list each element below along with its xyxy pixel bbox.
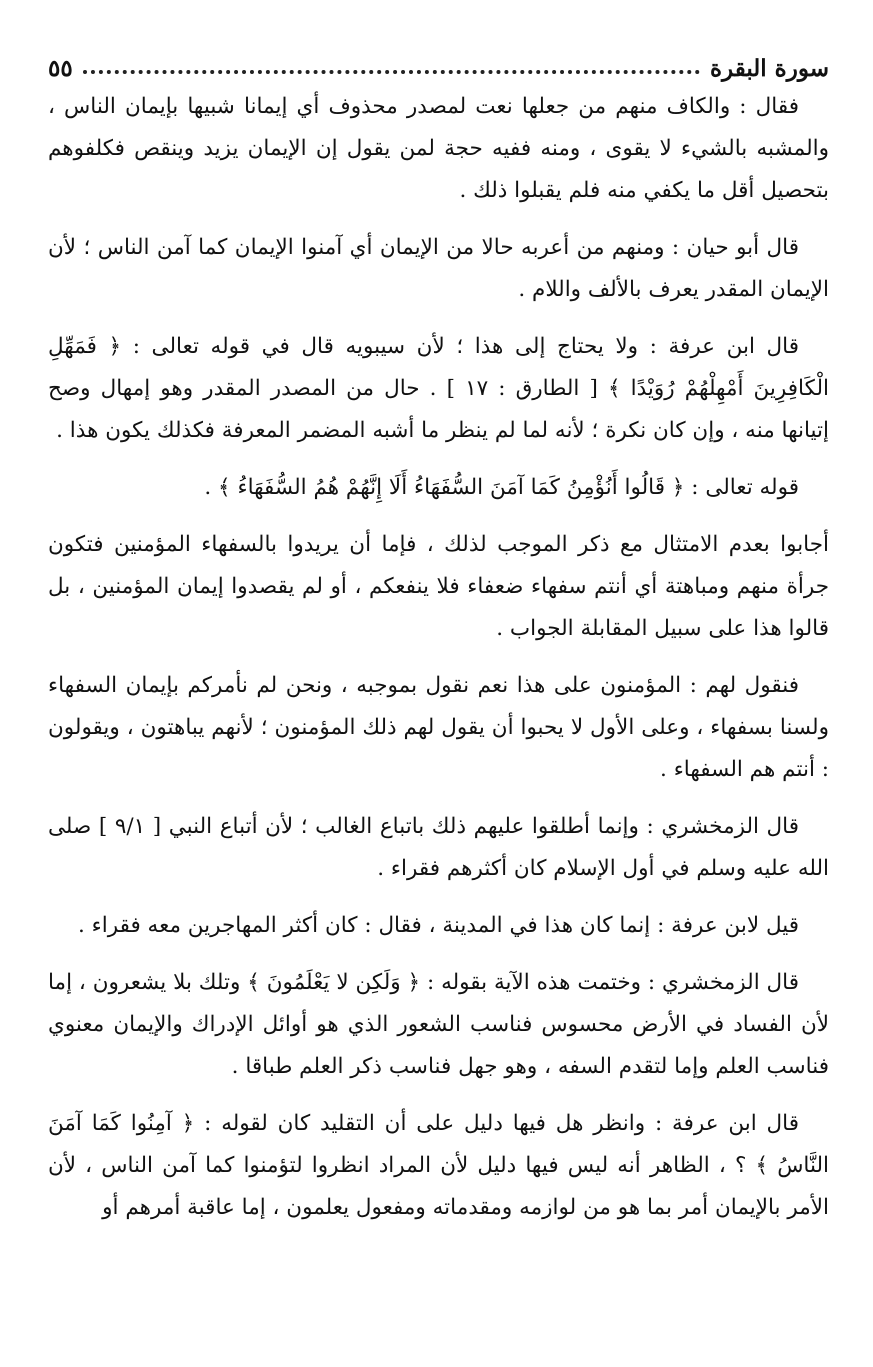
paragraph-9: قال الزمخشري : وختمت هذه الآية بقوله : ﴿ وَلَكِن لا يَعْلَمُونَ ﴾ وتلك بلا يشعرون ، إما لأن الفساد في الأرض محسوس فناسب الشعور الذي هو أوائل الإدراك والإيمان معنوي فناسب العلم وإما لتقدم السفه ، وهو جهل فناسب ذكر العلم طباقا . [48,970,829,1079]
page-number: ٥٥ [48,55,73,82]
paragraph-7: قال الزمخشري : وإنما أطلقوا عليهم ذلك باتباع الغالب ؛ لأن أتباع النبي [ ٩/١ ] صلى الله عليه وسلم في أول الإسلام كان أكثرهم فقراء . [48,814,829,881]
running-header [48,44,829,80]
paragraph-10: قال ابن عرفة : وانظر هل فيها دليل على أن التقليد كان لقوله : ﴿ آمِنُوا كَمَا آمَنَ النَّاسُ ﴾ ؟ ، الظاهر أنه ليس فيها دليل لأن المراد انظروا لتؤمنوا كما آمن الناس ، لأن الأمر بالإيمان أمر بما هو من لوازمه ومقدماته ومفعول يعلمون ، إما عاقبة أمرهم أو [48,1111,829,1220]
dotted-leader [83,70,700,74]
paragraph-3: قال ابن عرفة : ولا يحتاج إلى هذا ؛ لأن سيبويه قال في قوله تعالى : ﴿ فَمَهِّلِ الْكَافِرِينَ أَمْهِلْهُمْ رُوَيْدًا ﴾ [ الطارق : ١٧ ] . حال من المصدر المقدر وهو إمهال وصح إتيانها منه ، وإن كان نكرة ؛ لأنه لما لم ينظر ما أشبه المضمر المعرفة فكذلك يكون هذا . [48,334,829,443]
surah-title: سورة البقرة [709,55,829,82]
paragraph-6: فنقول لهم : المؤمنون على هذا نعم نقول بموجبه ، ونحن لم نأمركم بإيمان السفهاء ولسنا بسفهاء ، وعلى الأول لا يحبوا أن يقول لهم ذلك المؤمنون ؛ لأنهم يباهتون ، ويقولون : أنتم هم السفهاء . [48,673,829,782]
paragraph-4-verse: قوله تعالى : ﴿ قَالُوا أَنُؤْمِنُ كَمَا آمَنَ السُّفَهَاءُ أَلَا إِنَّهُمْ هُمُ السُّفَهَاءُ ﴾ . [204,475,799,500]
paragraph-1: فقال : والكاف منهم من جعلها نعت لمصدر محذوف أي إيمانا شبيها بإيمان الناس ، والمشبه بالشيء لا يقوى ، ومنه ففيه حجة لمن يقول إن الإيمان يزيد وينقص فكلفوهم بتحصيل أقل ما يكفي منه فلم يقبلوا ذلك . [48,94,829,203]
paragraph-8: قيل لابن عرفة : إنما كان هذا في المدينة ، فقال : كان أكثر المهاجرين معه فقراء . [77,913,799,938]
paragraph-5: أجابوا بعدم الامتثال مع ذكر الموجب لذلك ، فإما أن يريدوا بالسفهاء المؤمنين فتكون جرأة منهم ومباهتة أي أنتم سفهاء ضعفاء فلا ينفعكم ، أو لم يقصدوا إيمان المؤمنين ، بل قالوا هذا على سبيل المقابلة الجواب . [48,532,829,641]
paragraph-2: قال أبو حيان : ومنهم من أعربه حالا من الإيمان أي آمنوا الإيمان كما آمن الناس ؛ لأن الإيمان المقدر يعرف بالألف واللام . [48,235,829,302]
